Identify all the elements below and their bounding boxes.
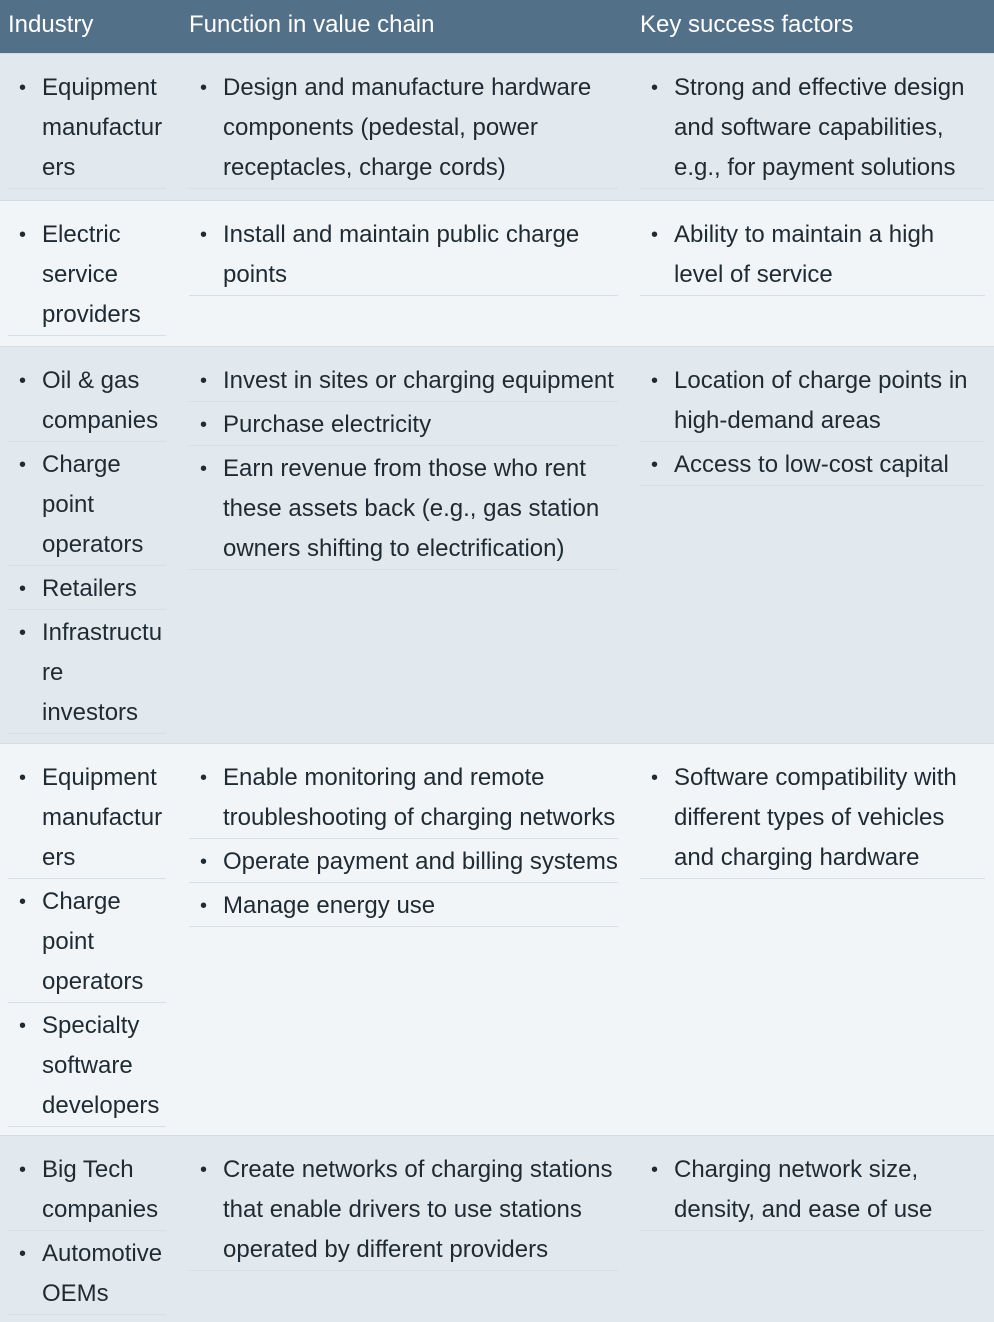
list-item: • Purchase electricity: [189, 405, 618, 446]
list-item: • Software compatibility with different types of vehicles and charging hardware: [640, 758, 985, 879]
success-cell: [640, 68, 985, 192]
function-cell: [189, 758, 618, 930]
list-item: • Electric service providers: [8, 215, 166, 336]
list-item: • Enable monitoring and remote troubleshooting of charging networks: [189, 758, 618, 839]
list-item: • Location of charge points in high-demand areas: [640, 361, 985, 442]
table-header: [0, 0, 994, 53]
list-item-text: Access to low-cost capital: [674, 451, 949, 478]
list-item-text: Purchase electricity: [223, 411, 432, 438]
header-industry: Industry: [8, 11, 94, 38]
list-item-text: Design and manufacture hardware components (pedestal, power receptacles, charge cords): [223, 74, 592, 181]
table-row: [0, 743, 994, 1135]
header-success-factors: Key success factors: [640, 11, 854, 38]
list-item: • Ability to maintain a high level of service: [640, 215, 985, 296]
list-item-text: Retailers: [42, 575, 137, 602]
list-item: • Operate payment and billing systems: [189, 842, 618, 883]
list-item-text: Charging network size, density, and ease of use: [674, 1156, 933, 1223]
function-cell: [189, 68, 618, 192]
list-item: • Equipment manufactur ers: [8, 758, 166, 879]
list-item: • Access to low-cost capital: [640, 445, 985, 486]
list-item: • Charge point operators: [8, 445, 166, 566]
industry-cell: [8, 361, 166, 781]
list-item: • Automotive OEMs: [8, 1234, 166, 1315]
list-item: • Equipment manufactur ers: [8, 68, 166, 189]
list-item: • Charge point operators: [8, 882, 166, 1003]
list-item-text: Charge point operators: [42, 888, 144, 995]
list-item-text: Ability to maintain a high level of service: [674, 221, 935, 288]
table-row: [0, 346, 994, 743]
list-item: • Big Tech companies: [8, 1150, 166, 1231]
list-item-text: Invest in sites or charging equipment: [223, 367, 614, 394]
industry-cell: [8, 68, 166, 192]
list-item-text: Create networks of charging stations that enable drivers to use stations operated by different providers: [223, 1156, 613, 1263]
list-item: • Design and manufacture hardware components (pedestal, power receptacles, charge cords): [189, 68, 618, 189]
function-cell: [189, 361, 618, 573]
industry-cell: [8, 215, 166, 339]
list-item: • Retailers: [8, 569, 166, 610]
function-cell: [189, 215, 618, 299]
list-item: • Manage energy use: [189, 886, 618, 927]
list-item: • Oil & gas companies: [8, 361, 166, 442]
success-cell: [640, 215, 985, 299]
list-item-text: Location of charge points in high-demand areas: [674, 367, 968, 434]
list-item-text: Automotive OEMs: [42, 1240, 163, 1307]
list-item-text: Strong and effective design and software capabilities, e.g., for payment solutions: [674, 74, 965, 181]
list-item-text: Install and maintain public charge points: [223, 221, 580, 288]
table-row: [0, 1135, 994, 1322]
list-item: • Earn revenue from those who rent these assets back (e.g., gas station owners shifting to electrification): [189, 449, 618, 570]
list-item-text: Software compatibility with different types of vehicles and charging hardware: [674, 764, 957, 871]
list-item-text: Enable monitoring and remote troubleshooting of charging networks: [223, 764, 616, 831]
list-item: • Specialty software developers: [8, 1006, 166, 1127]
table-row: [0, 53, 994, 200]
list-item-text: Operate payment and billing systems: [223, 848, 618, 875]
list-item-text: Big Tech companies: [42, 1156, 159, 1223]
header-function: Function in value chain: [189, 11, 435, 38]
industry-cell: [8, 1150, 166, 1318]
list-item: • Strong and effective design and software capabilities, e.g., for payment solutions: [640, 68, 985, 189]
table-row: [0, 200, 994, 346]
list-item-text: Specialty software developers: [42, 1012, 160, 1119]
industry-cell: [8, 758, 166, 1130]
list-item-text: Earn revenue from those who rent these assets back (e.g., gas station owners shifting to electrification): [223, 455, 600, 562]
list-item: • Create networks of charging stations that enable drivers to use stations operated by different providers: [189, 1150, 618, 1271]
success-cell: [640, 361, 985, 489]
list-item-text: Electric service providers: [42, 221, 141, 328]
list-item: • Invest in sites or charging equipment: [189, 361, 618, 402]
list-item-text: Oil & gas companies: [42, 367, 159, 434]
success-cell: [640, 758, 985, 882]
list-item-text: Manage energy use: [223, 892, 436, 919]
list-item: • Infrastructu re investors: [8, 613, 166, 734]
list-item-text: Charge point operators: [42, 451, 144, 558]
function-cell: [189, 1150, 618, 1274]
list-item: • Install and maintain public charge points: [189, 215, 618, 296]
list-item: • Charging network size, density, and ease of use: [640, 1150, 985, 1231]
success-cell: [640, 1150, 985, 1234]
